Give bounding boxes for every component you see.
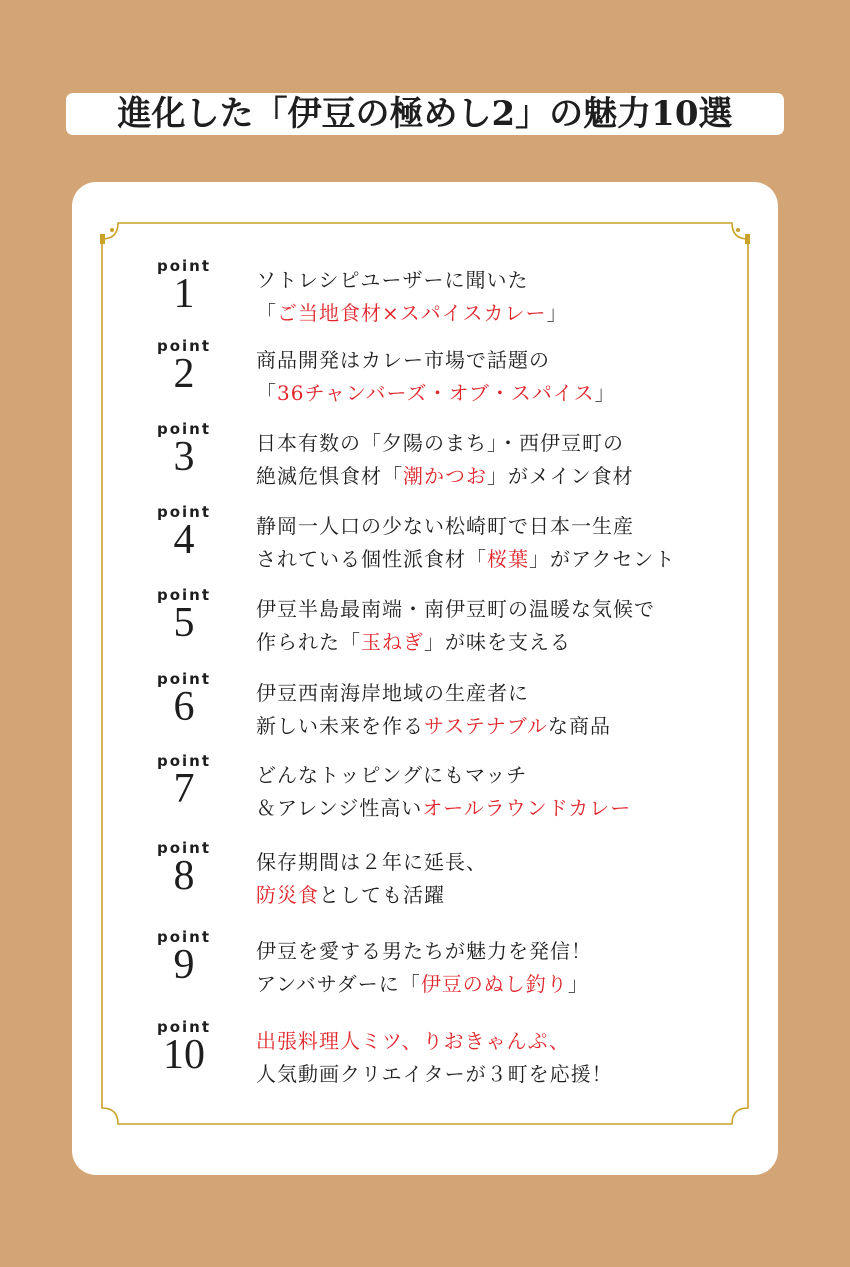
point-text-line-1	[256, 430, 624, 456]
body-text: ＆アレンジ性高い	[256, 796, 423, 820]
body-text: アンバサダーに「	[256, 972, 421, 996]
body-text: 新しい未来を作る	[256, 714, 424, 738]
body-text: 「	[256, 301, 277, 325]
body-text: 商品開発はカレー市場で話題の	[256, 348, 550, 372]
point-number: 4	[173, 517, 195, 563]
highlight-text: 出張料理人ミツ、りおきゃんぷ、	[256, 1029, 570, 1053]
body-text: 保存期間は２年に延長、	[256, 850, 487, 874]
point-label: point	[156, 928, 212, 946]
point-text-line-2	[256, 463, 634, 489]
point-item	[0, 928, 850, 1012]
point-item	[0, 257, 850, 341]
point-label: point	[156, 839, 212, 857]
body-text: ソトレシピユーザーに聞いた	[256, 268, 529, 292]
body-text: 人気動画クリエイターが３町を応援！	[256, 1062, 613, 1086]
point-number: 8	[173, 853, 195, 899]
point-text-line-2	[256, 380, 616, 406]
point-text-line-1	[256, 267, 529, 293]
body-text: 「	[256, 381, 277, 405]
point-text-line-1	[256, 347, 550, 373]
point-text-line-1	[256, 1028, 570, 1054]
point-number: 5	[173, 600, 195, 646]
point-item	[0, 420, 850, 504]
point-text-line-1	[256, 596, 655, 622]
point-text-line-2	[256, 1061, 613, 1087]
body-text: 」がアクセント	[529, 547, 676, 571]
point-number: 7	[173, 766, 195, 812]
point-text-line-2	[256, 629, 571, 655]
point-number: 6	[173, 684, 195, 730]
point-number: 10	[163, 1032, 205, 1078]
point-label: point	[156, 503, 212, 521]
page-title: 進化した「伊豆の極めし2」の魅力10選	[66, 93, 784, 135]
point-text-line-1	[256, 513, 634, 539]
highlight-text: 潮かつお	[403, 464, 487, 488]
body-text: 静岡一人口の少ない松崎町で日本一生産	[256, 514, 634, 538]
point-item	[0, 503, 850, 587]
body-text: 」	[567, 972, 589, 996]
point-text-line-2	[256, 300, 568, 326]
body-text: 」	[594, 381, 616, 405]
body-text: 」がメイン食材	[487, 464, 634, 488]
point-item	[0, 586, 850, 670]
highlight-text: 36チャンバーズ・オブ・スパイス	[277, 381, 595, 405]
point-text-line-2	[256, 971, 589, 997]
point-item	[0, 337, 850, 421]
point-text-line-2	[256, 713, 611, 739]
body-text: な商品	[548, 714, 611, 738]
body-text: どんなトッピングにもマッチ	[256, 763, 528, 787]
highlight-text: ご当地食材×スパイスカレー	[277, 301, 547, 325]
point-label: point	[156, 670, 212, 688]
point-text-line-1	[256, 680, 529, 706]
body-text: 絶滅危惧食材「	[256, 464, 403, 488]
point-text-line-2	[256, 546, 675, 572]
point-label: point	[156, 420, 212, 438]
point-text-line-2	[256, 882, 445, 908]
point-number: 2	[173, 351, 195, 397]
point-item	[0, 752, 850, 836]
highlight-text: サステナブル	[424, 714, 548, 738]
point-text-line-1	[256, 849, 487, 875]
highlight-text: 桜葉	[487, 547, 529, 571]
body-text: 伊豆西南海岸地域の生産者に	[256, 681, 529, 705]
point-item	[0, 839, 850, 923]
point-label: point	[156, 1018, 212, 1036]
body-text: 」が味を支える	[424, 630, 571, 654]
point-text-line-2	[256, 795, 631, 821]
point-item	[0, 670, 850, 754]
body-text: 」	[546, 301, 568, 325]
highlight-text: オールラウンドカレー	[422, 796, 632, 820]
highlight-text: 伊豆のぬし釣り	[420, 972, 568, 996]
body-text: 伊豆を愛する男たちが魅力を発信！	[256, 939, 592, 963]
point-label: point	[156, 752, 212, 770]
point-number: 9	[173, 942, 195, 988]
point-text-line-1	[256, 938, 592, 964]
point-item	[0, 1018, 850, 1102]
body-text: としても活躍	[319, 883, 445, 907]
highlight-text: 防災食	[256, 883, 319, 907]
body-text: 伊豆半島最南端・南伊豆町の温暖な気候で	[256, 597, 655, 621]
point-label: point	[156, 257, 212, 275]
point-text-line-1	[256, 762, 527, 788]
body-text: 作られた「	[256, 630, 361, 654]
body-text: されている個性派食材「	[256, 547, 487, 571]
point-label: point	[156, 586, 212, 604]
point-label: point	[156, 337, 212, 355]
body-text: 日本有数の「夕陽のまち」・西伊豆町の	[256, 431, 624, 455]
point-number: 3	[173, 434, 195, 480]
highlight-text: 玉ねぎ	[361, 630, 424, 654]
point-number: 1	[173, 271, 195, 317]
